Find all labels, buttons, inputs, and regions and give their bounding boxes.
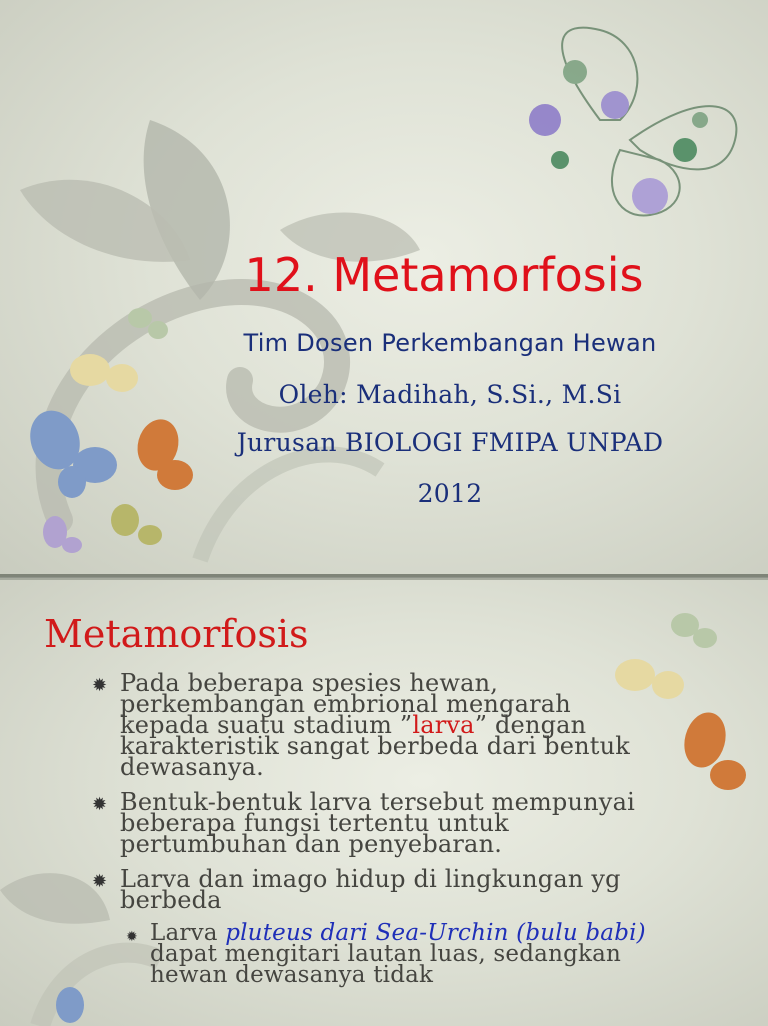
- list-item: [120, 920, 652, 988]
- slide-title: 12. Metamorfosis: [244, 248, 644, 302]
- highlight-larva: larva: [412, 711, 475, 739]
- sub-bullet-list: [120, 920, 652, 988]
- sub-bullet-text: dapat mengitari lautan luas, sedangkan hewan dewasanya tidak: [150, 941, 622, 988]
- bullet-list: [92, 669, 652, 1000]
- team-subtitle: Tim Dosen Perkembangan Hewan: [243, 329, 657, 357]
- list-item: [92, 865, 652, 988]
- content-title: Metamorfosis: [44, 612, 309, 656]
- bullet-flower-icon: ✹: [126, 929, 138, 945]
- bullet-text: Pada beberapa spesies hewan, perkembangan embrional mengarah kepada suatu stadium ”: [120, 669, 571, 739]
- bullet-flower-icon: ✹: [92, 871, 108, 892]
- butterfly-icon: [56, 987, 84, 1023]
- year-line: 2012: [417, 479, 483, 508]
- bullet-text: Larva dan imago hidup di lingkungan yg berbeda: [120, 865, 621, 914]
- bullet-flower-icon: ✹: [92, 794, 108, 815]
- sub-bullet-text: Larva: [150, 920, 226, 946]
- sub-bullet-italic: pluteus dari Sea-Urchin (bulu babi): [225, 920, 646, 946]
- bullet-text: ” dengan karakteristik sangat berbeda dari bentuk dewasanya.: [120, 711, 631, 781]
- department-line: Jurusan BIOLOGI FMIPA UNPAD: [236, 428, 664, 457]
- bullet-flower-icon: ✹: [92, 675, 108, 696]
- author-line: Oleh: Madihah, S.Si., M.Si: [278, 380, 622, 409]
- list-item: [92, 669, 652, 781]
- butterfly-icon: [671, 613, 717, 648]
- butterfly-icon: [111, 504, 162, 545]
- list-item: [92, 788, 652, 858]
- bullet-text: Bentuk-bentuk larva tersebut mempunyai beberapa fungsi tertentu untuk pertumbuhan dan penyebaran.: [120, 788, 635, 858]
- butterfly-icon: [678, 708, 746, 790]
- butterfly-icon: [43, 516, 82, 553]
